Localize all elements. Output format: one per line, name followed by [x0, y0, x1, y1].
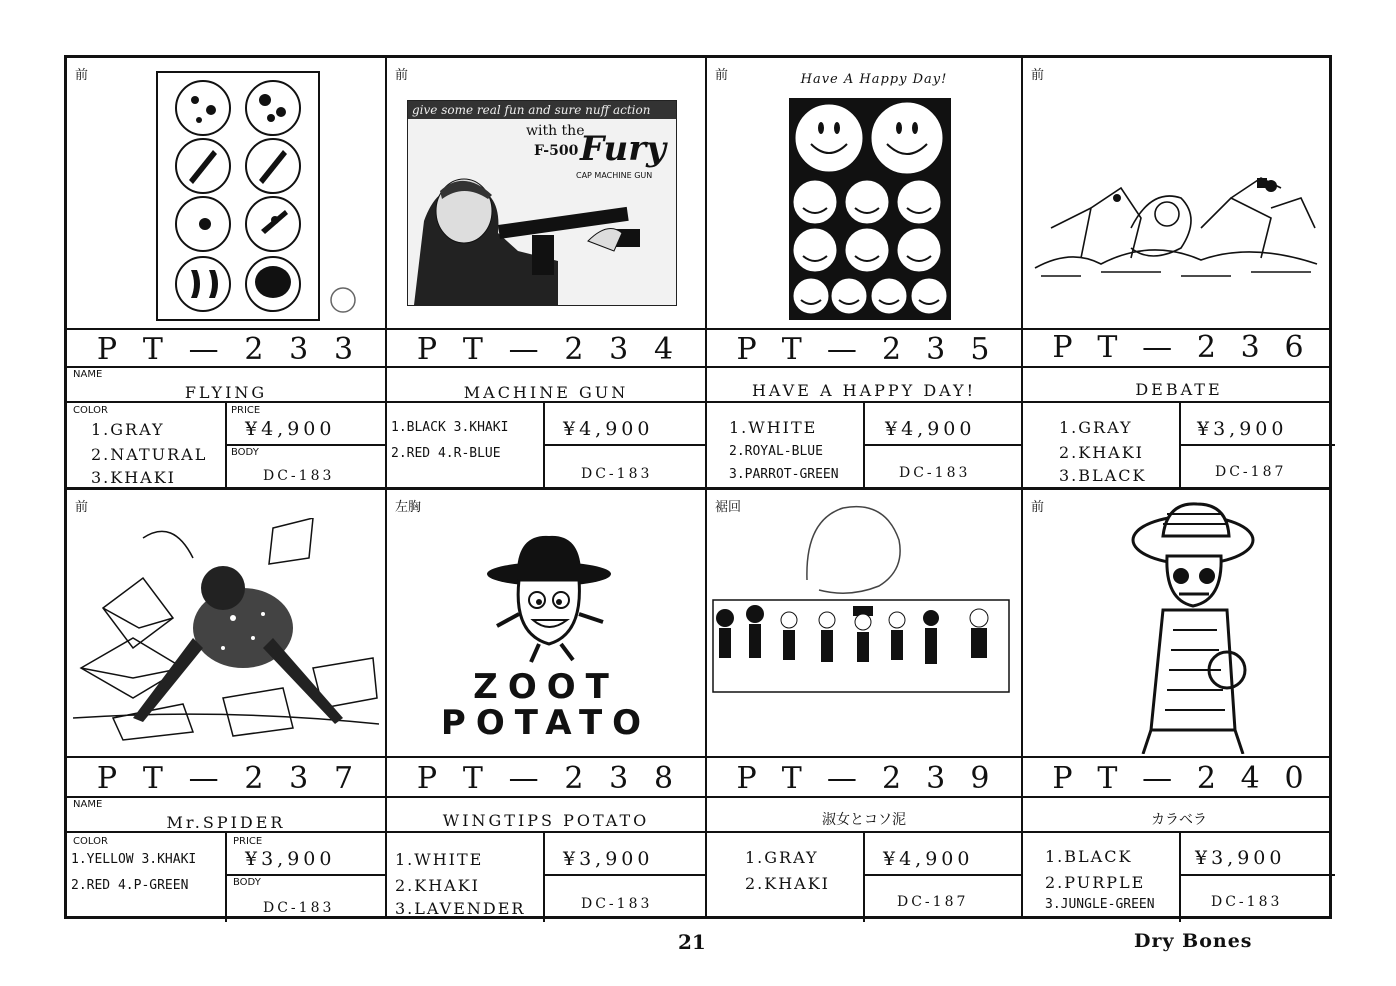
code-char: 2 — [244, 760, 266, 796]
color-option: 3.JUNGLE-GREEN — [1045, 897, 1155, 912]
body-code: DC-183 — [581, 466, 653, 482]
color-option: 1.GRAY — [745, 848, 819, 867]
body-code: DC-183 — [263, 468, 335, 484]
price-label: PRICE — [233, 836, 263, 847]
color-option: 1.GRAY — [1059, 418, 1133, 437]
code-char: P — [1052, 760, 1075, 796]
code-char: — — [188, 760, 221, 796]
code-char: 3 — [609, 331, 631, 367]
product-cell — [387, 490, 705, 922]
body-code: DC-187 — [1215, 464, 1287, 480]
product-cell — [67, 58, 385, 487]
code-char: 2 — [564, 331, 586, 367]
catalog-sheet — [64, 55, 1332, 919]
happy-day-artwork — [789, 98, 951, 320]
code-char: 3 — [1240, 329, 1262, 365]
product-cell — [707, 58, 1021, 487]
code-char: 7 — [334, 760, 356, 796]
code-char: — — [826, 760, 859, 796]
code-char: — — [1142, 760, 1175, 796]
machine-gun-artwork — [407, 100, 677, 306]
body-label: BODY — [231, 447, 259, 458]
color-option: 2.KHAKI — [395, 876, 480, 895]
code-char: 3 — [334, 331, 356, 367]
code-char: 2 — [564, 760, 586, 796]
art-text: CAP MACHINE GUN — [576, 171, 653, 180]
color-option: 1.WHITE — [729, 418, 818, 437]
code-char: — — [508, 331, 541, 367]
zoot-potato-artwork — [483, 514, 615, 664]
print-position: 前 — [1031, 500, 1045, 515]
zoot-potato-wordmark — [387, 667, 705, 743]
print-position: 左胸 — [395, 500, 422, 515]
code-char: P — [1052, 329, 1075, 365]
page-number: 21 — [678, 930, 706, 954]
body-code: DC-183 — [263, 900, 335, 916]
print-position: 前 — [715, 68, 729, 83]
product-code — [707, 330, 1021, 368]
calavera-artwork — [1123, 500, 1273, 754]
code-char: P — [416, 760, 440, 796]
mr-spider-artwork — [73, 518, 379, 742]
price: ¥3,900 — [1195, 847, 1286, 869]
product-name: WINGTIPS POTATO — [442, 811, 650, 830]
code-char: T — [1097, 760, 1120, 796]
code-char: — — [1142, 329, 1175, 365]
code-char: 3 — [609, 760, 631, 796]
code-char: 6 — [1284, 329, 1306, 365]
code-char: 3 — [926, 760, 948, 796]
code-char: 2 — [881, 760, 904, 796]
color-option: 3.BLACK — [1059, 466, 1147, 485]
flying-artwork — [155, 70, 365, 324]
code-char: P — [736, 331, 759, 367]
code-char: 8 — [654, 760, 676, 796]
debate-artwork — [1031, 168, 1321, 288]
product-code — [387, 759, 705, 797]
price: ¥3,900 — [1197, 418, 1288, 440]
color-option: 3.PARROT-GREEN — [729, 467, 839, 482]
code-char: 2 — [1196, 329, 1218, 365]
code-char: 3 — [926, 331, 948, 367]
code-char: P — [736, 760, 759, 796]
price: ¥4,900 — [883, 848, 974, 870]
product-cell — [387, 58, 705, 487]
code-char: 3 — [289, 331, 311, 367]
color-option: 1.YELLOW 3.KHAKI — [71, 852, 197, 867]
product-cell — [1023, 490, 1335, 922]
art-text: POTATO — [440, 702, 652, 743]
code-char: — — [826, 331, 859, 367]
print-position: 前 — [75, 68, 89, 83]
color-option: 1.WHITE — [395, 850, 484, 869]
price: ¥4,900 — [245, 418, 336, 440]
code-char: 4 — [1240, 760, 1262, 796]
code-char: T — [781, 331, 804, 367]
product-name: カラベラ — [1151, 812, 1207, 828]
color-option: 1.GRAY — [91, 420, 165, 439]
color-option: 1.BLACK 3.KHAKI — [391, 420, 509, 435]
color-option: 2.ROYAL-BLUE — [729, 444, 823, 459]
name-label: NAME — [73, 799, 103, 810]
product-name: MACHINE GUN — [463, 383, 629, 402]
product-code — [1023, 759, 1335, 797]
product-name: Mr.SPIDER — [166, 813, 286, 832]
code-char: T — [1097, 329, 1120, 365]
product-code — [67, 759, 385, 797]
code-char: T — [142, 760, 165, 796]
name-label: NAME — [73, 369, 103, 380]
body-code: DC-183 — [899, 465, 971, 481]
lady-and-thief-artwork — [709, 500, 1015, 696]
product-cell — [707, 490, 1021, 922]
color-option: 2.KHAKI — [1059, 443, 1144, 462]
code-char: 0 — [1284, 760, 1306, 796]
code-char: — — [188, 331, 221, 367]
art-text: F-500 — [534, 143, 579, 159]
code-char: P — [96, 331, 120, 367]
color-option: 2.NATURAL — [91, 445, 208, 464]
product-cell — [1023, 58, 1335, 487]
color-option: 2.RED 4.R-BLUE — [391, 446, 501, 461]
product-code — [387, 330, 705, 368]
price-label: PRICE — [231, 405, 261, 416]
color-option: 1.BLACK — [1045, 847, 1133, 866]
code-char: 4 — [654, 331, 676, 367]
code-char: — — [508, 760, 541, 796]
product-code — [1023, 328, 1335, 366]
art-text: with the — [526, 123, 585, 139]
product-name: 淑女とコソ泥 — [822, 812, 906, 828]
product-code — [67, 330, 385, 368]
product-name: HAVE A HAPPY DAY! — [751, 381, 977, 400]
print-position: 前 — [1031, 68, 1045, 83]
product-name: FLYING — [184, 383, 268, 402]
body-code: DC-187 — [897, 894, 969, 910]
price: ¥3,900 — [245, 848, 336, 870]
product-code — [707, 759, 1021, 797]
code-char: T — [781, 760, 804, 796]
code-char: P — [96, 760, 120, 796]
body-label: BODY — [233, 877, 261, 888]
product-cell — [67, 490, 385, 922]
body-code: DC-183 — [1211, 894, 1283, 910]
color-label: COLOR — [73, 836, 108, 847]
product-name: DEBATE — [1135, 380, 1223, 399]
price: ¥4,900 — [563, 418, 654, 440]
color-option: 2.RED 4.P-GREEN — [71, 878, 189, 893]
code-char: 2 — [1196, 760, 1218, 796]
color-option: 3.KHAKI — [91, 468, 176, 487]
print-position: 前 — [395, 68, 409, 83]
code-char: 2 — [881, 331, 904, 367]
price: ¥3,900 — [563, 848, 654, 870]
print-position: 裾回 — [715, 500, 742, 515]
code-char: 9 — [970, 760, 992, 796]
art-headline: Have A Happy Day! — [800, 72, 948, 87]
code-char: T — [462, 760, 485, 796]
code-char: T — [142, 331, 165, 367]
print-position: 前 — [75, 500, 89, 515]
code-char: 2 — [244, 331, 266, 367]
code-char: T — [462, 331, 485, 367]
code-char: P — [416, 331, 440, 367]
brand-name: Dry Bones — [1134, 930, 1253, 952]
body-code: DC-183 — [581, 896, 653, 912]
art-headline: give some real fun and sure nuff action — [408, 101, 676, 119]
code-char: 3 — [289, 760, 311, 796]
art-text: ZOOT — [473, 667, 619, 707]
color-label: COLOR — [73, 405, 108, 416]
color-option: 2.PURPLE — [1045, 873, 1146, 892]
art-logo: Fury — [580, 129, 666, 169]
code-char: 5 — [970, 331, 992, 367]
color-option: 3.LAVENDER — [395, 899, 526, 918]
color-option: 2.KHAKI — [745, 874, 830, 893]
price: ¥4,900 — [885, 418, 976, 440]
